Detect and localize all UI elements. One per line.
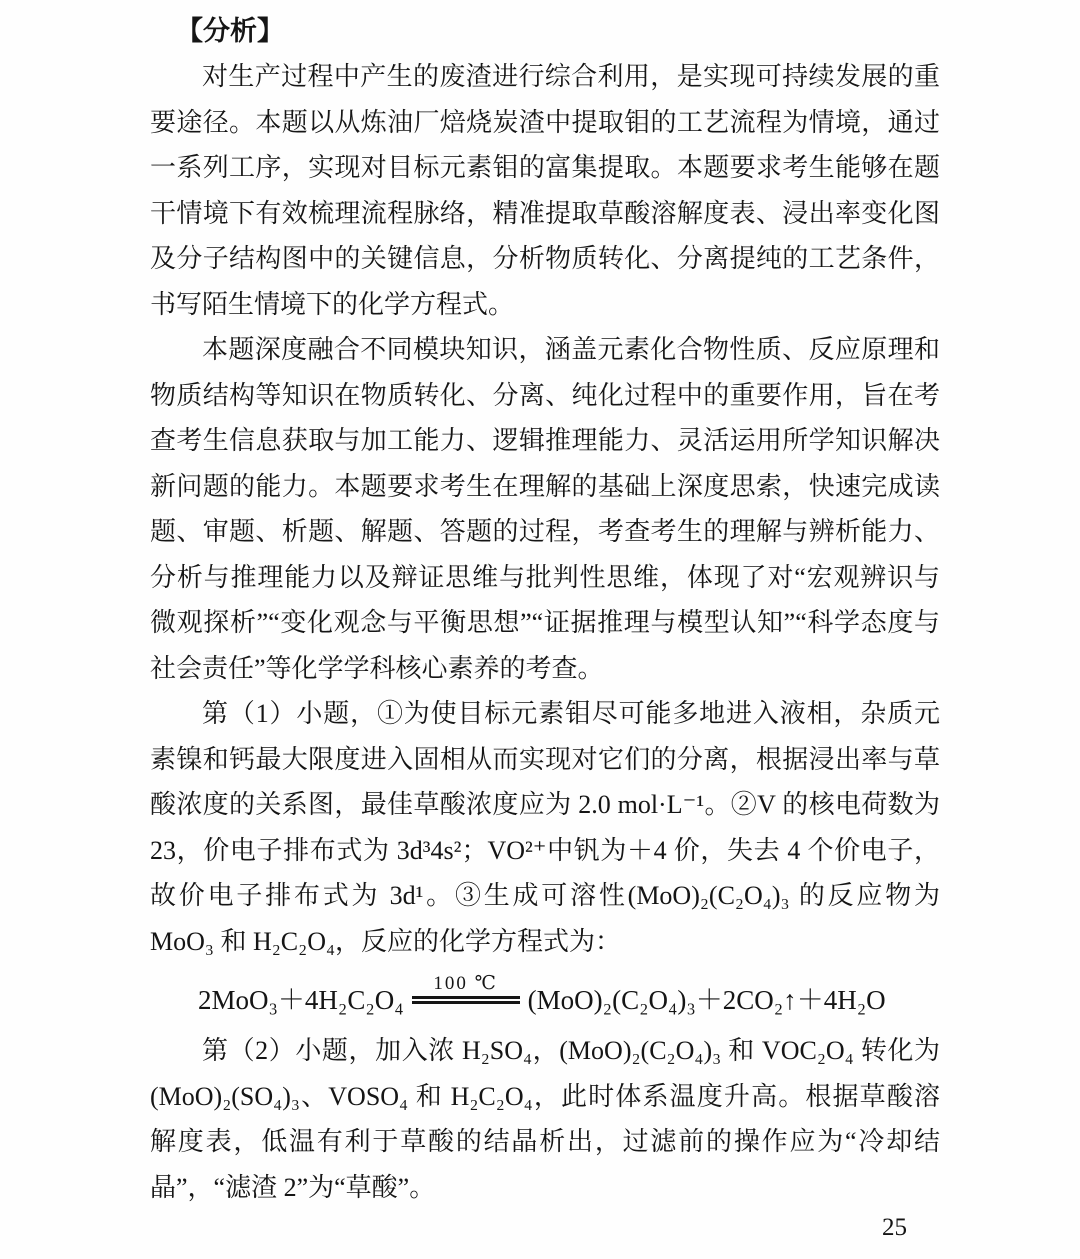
section-header-analysis: 【分析】 [176,16,284,46]
paragraph-question1-analysis: 第（1）小题，①为使目标元素钼尽可能多地进入液相，杂质元素镍和钙最大限度进入固相从而实现对它们的分离，根据浸出率与草酸浓度的关系图，最佳草酸浓度应为 2.0 mol·L⁻¹。②V 的核电荷数为 23，价电子排布式为 3d³4s²；VO²⁺中钒为＋4 价，失去 4 个价电子，故价电子排布式为 3d¹。③生成可溶性(MoO)₂(C₂O₄)₃ 的反应物为 MoO₃ 和 H₂C₂O₄，反应的化学方程式为： [150,699,940,956]
equation-double-line [412,996,520,1004]
equation-left-side: 2MoO₃＋4H₂C₂O₄ [198,984,404,1015]
equation-right-side: (MoO)₂(C₂O₄)₃＋2CO₂↑＋4H₂O [527,984,886,1015]
chemical-equation [198,968,940,1026]
paragraph-competencies: 本题深度融合不同模块知识，涵盖元素化合物性质、反应原理和物质结构等知识在物质转化、分离、纯化过程中的重要作用，旨在考查考生信息获取与加工能力、逻辑推理能力、灵活运用所学知识解决新问题的能力。本题要求考生在理解的基础上深度思索，快速完成读题、审题、析题、解题、答题的过程，考查考生的理解与辨析能力、分析与推理能力以及辩证思维与批判性思维，体现了对“宏观辨识与微观探析”“变化观念与平衡思想”“证据推理与模型认知”“科学态度与社会责任”等化学学科核心素养的考查。 [150,335,940,683]
paragraph-question2-analysis: 第（2）小题，加入浓 H₂SO₄，(MoO)₂(C₂O₄)₃ 和 VOC₂O₄ 转化为(MoO)₂(SO₄)₃、VOSO₄ 和 H₂C₂O₄，此时体系温度升高。根据草酸溶解度表，低温有利于草酸的结晶析出，过滤前的操作应为“冷却结晶”，“滤渣 2”为“草酸”。 [150,1036,940,1202]
reaction-condition-label: 100 ℃ [433,973,498,994]
page-content [150,8,940,1210]
page-number: 25 [882,1214,907,1241]
paragraph-overview: 对生产过程中产生的废渣进行综合利用，是实现可持续发展的重要途径。本题以从炼油厂焙烧炭渣中提取钼的工艺流程为情境，通过一系列工序，实现对目标元素钼的富集提取。本题要求考生能够在题干情境下有效梳理流程脉络，精准提取草酸溶解度表、浸出率变化图及分子结构图中的关键信息，分析物质转化、分离提纯的工艺条件，书写陌生情境下的化学方程式。 [150,62,940,319]
reaction-condition-group [412,974,520,1004]
